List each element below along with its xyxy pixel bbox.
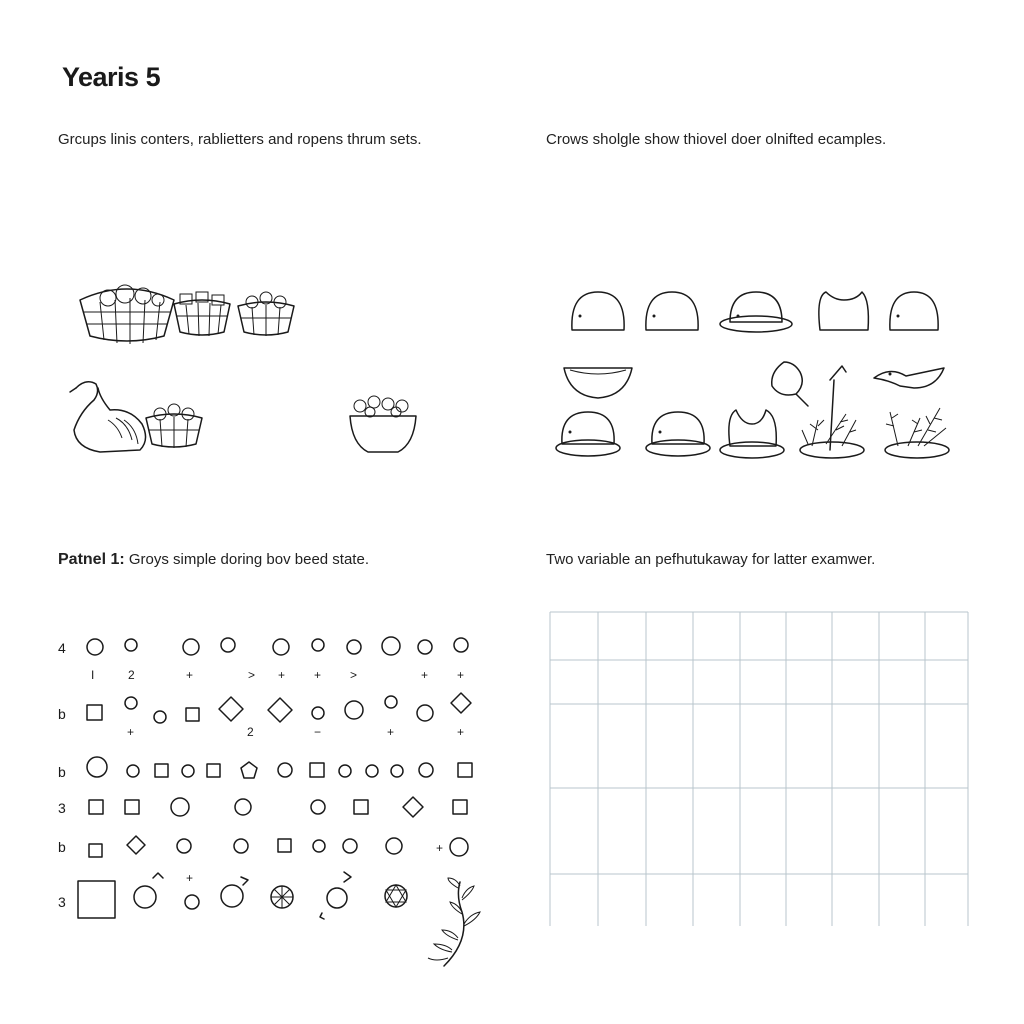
basket-icon [146,404,202,448]
caption-top-left: Grcups linis conters, rablietters and ropens thrum sets. [58,131,422,148]
dome-icon [556,412,620,456]
panel-label: Patnel 1: [58,551,125,568]
row-label: b [58,706,66,722]
pattern-mark: > [350,668,358,682]
pattern-mark: + [436,841,444,855]
plant-icon [885,408,949,458]
pattern-row-6 [78,872,407,919]
pattern-mark: + [457,668,465,682]
leaf-icon [772,362,808,406]
caption-top-right: Crows sholgle show thiovel doer olnifted ecamples. [546,131,887,148]
bird-icon [70,382,146,452]
row-label: b [58,839,66,855]
pattern-row-1 [87,637,468,655]
branch-icon [428,878,480,966]
page-title: Yearis 5 [62,62,161,92]
dome-icon [646,292,698,330]
pattern-mark: + [278,668,286,682]
bowl-icon [350,396,416,452]
bird-icon [874,368,944,388]
pattern-mark: + [314,668,322,682]
pattern-mark: + [421,668,429,682]
pattern-mark: I [91,668,95,682]
answer-grid [550,612,968,926]
pattern-row-3 [87,757,472,778]
row-label: 3 [58,894,66,910]
dome-icon [890,292,938,330]
caption-bottom-right: Two variable an pefhutukaway for latter examwer. [546,551,876,568]
pattern-mark: + [127,725,135,739]
dome-icon [572,292,624,330]
pattern-row-4 [89,797,467,817]
basket-icon [80,285,174,344]
pattern-mark: + [186,668,194,682]
pattern-row-5 [89,836,468,857]
panel-text: Groys simple doring bov beed state. [128,551,369,568]
pattern-row-2 [87,693,471,723]
pattern-mark: − [314,725,322,739]
pattern-mark: + [186,871,194,885]
dome-icon [720,410,784,458]
row-label: b [58,764,66,780]
basket-icon [238,292,294,336]
pattern-mark: 2 [128,668,135,682]
plant-icon [830,366,846,450]
dome-icon [819,292,869,330]
pattern-mark: 2 [247,725,254,739]
pattern-mark: + [457,725,465,739]
dome-icon [720,292,792,332]
row-label: 4 [58,640,66,656]
pattern-mark: + [387,725,395,739]
bowl-icon [564,368,632,398]
dome-icon [646,412,710,456]
basket-icon [174,292,230,336]
pattern-mark: > [248,668,256,682]
row-label: 3 [58,800,66,816]
